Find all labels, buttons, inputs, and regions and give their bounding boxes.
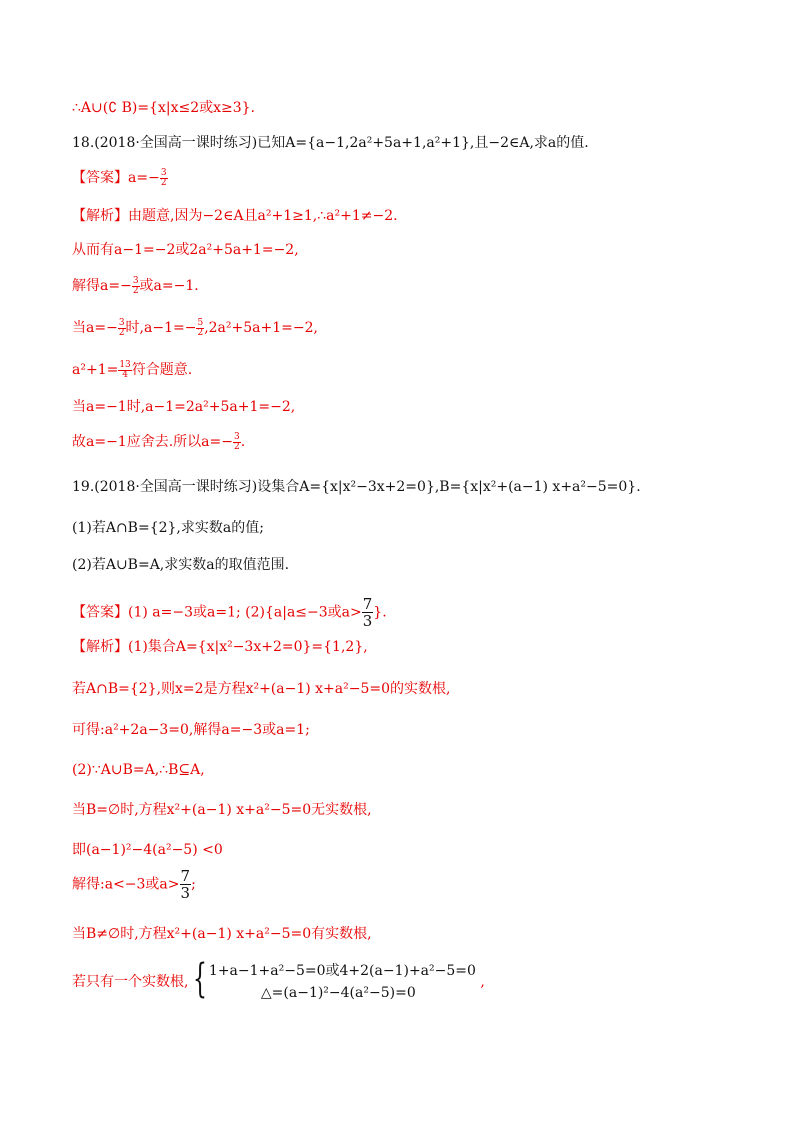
text: ,2a²+5a+1=−2, <box>204 320 318 336</box>
fraction: $\frac{3}{2}$ <box>132 275 139 296</box>
q19-solution-line-6: 即(a−1)²−4(a²−5) <0 <box>72 842 223 858</box>
text: , <box>480 974 485 990</box>
q18-solution-line-7 <box>72 432 245 452</box>
answer-tag: 【答案】 <box>72 604 128 621</box>
text: 解得:a<−3或a> <box>72 876 180 893</box>
q18-solution-line-2: 从而有a−1=−2或2a²+5a+1=−2, <box>72 242 299 258</box>
fraction: $\frac{7}{3}$ <box>180 867 191 902</box>
solution-text: (1)集合A={x|x²−3x+2=0}={1,2}, <box>128 639 368 655</box>
text: . <box>240 434 246 450</box>
question-19-heading: 19.(2018·全国高一课时练习)设集合A={x|x²−3x+2=0},B={x|x²+(a−1) x+a²−5=0}. <box>72 479 641 495</box>
fraction: $\frac{13}{4}$ <box>119 359 131 380</box>
fraction: $\frac{3}{2}$ <box>160 167 167 188</box>
q18-solution-line-5 <box>72 360 192 380</box>
q19-solution-line-3: 可得:a²+2a−3=0,解得a=−3或a=1; <box>72 722 310 738</box>
answer-text: a=− <box>128 170 160 186</box>
text: 当a=− <box>72 320 118 336</box>
text: 解得a=− <box>72 278 132 294</box>
answer-text: (1) a=−3或a=1; (2){a|a≤−3或a> <box>128 604 362 621</box>
q19-solution-line-5: 当B=∅时,方程x²+(a−1) x+a²−5=0无实数根, <box>72 802 372 818</box>
q19-solution-line-8: 当B≠∅时,方程x²+(a−1) x+a²−5=0有实数根, <box>72 926 372 942</box>
q18-solution-line-4 <box>72 318 318 338</box>
text: 故a=−1应舍去.所以a=− <box>72 434 233 450</box>
question-18-heading: 18.(2018·全国高一课时练习)已知A={a−1,2a²+5a+1,a²+1},且−2∈A,求a的值. <box>72 135 589 151</box>
q19-solution-line-2: 若A∩B={2},则x=2是方程x²+(a−1) x+a²−5=0的实数根, <box>72 681 451 697</box>
q19-solution-line-1 <box>72 637 368 657</box>
q19-part-2: (2)若A∪B=A,求实数a的取值范围. <box>72 557 290 573</box>
solution-text: 由题意,因为−2∈A且a²+1≥1,∴a²+1≠−2. <box>128 208 398 224</box>
fraction: $\frac{7}{3}$ <box>362 595 373 630</box>
text: 若只有一个实数根, <box>72 974 189 990</box>
text: ; <box>191 876 196 893</box>
solution-tag: 【解析】 <box>72 208 128 224</box>
system-row-1: 1+a−1+a²−5=0或4+2(a−1)+a²−5=0 <box>208 963 476 979</box>
text: a²+1= <box>72 362 119 378</box>
q18-solution-line-6: 当a=−1时,a−1=2a²+5a+1=−2, <box>72 399 296 415</box>
fraction: $\frac{3}{2}$ <box>118 317 125 338</box>
equation-system <box>192 956 476 1004</box>
fraction: $\frac{5}{2}$ <box>197 317 204 338</box>
q19-part-1: (1)若A∩B={2},求实数a的值; <box>72 520 264 536</box>
answer-tag: 【答案】 <box>72 170 128 186</box>
left-brace: { <box>192 956 207 1002</box>
solution-tag: 【解析】 <box>72 639 128 655</box>
q19-solution-line-4: (2)∵A∪B=A,∴B⊆A, <box>72 762 205 778</box>
q19-answer <box>72 596 387 629</box>
q19-solution-line-7 <box>72 868 196 901</box>
text: 或a=−1. <box>139 278 199 294</box>
line-conclusion: ∴A∪(∁ B)={x|x≤2或x≥3}. <box>72 100 255 116</box>
text: 符合题意. <box>131 362 193 378</box>
text: }. <box>373 604 387 621</box>
system-row-2: △=(a−1)²−4(a²−5)=0 <box>260 985 416 1001</box>
q18-solution-line-1 <box>72 206 398 226</box>
q18-answer <box>72 168 168 188</box>
q18-solution-line-3 <box>72 276 199 296</box>
fraction: $\frac{3}{2}$ <box>233 431 240 452</box>
text: 时,a−1=− <box>125 320 197 336</box>
q19-solution-line-9 <box>72 956 485 1004</box>
